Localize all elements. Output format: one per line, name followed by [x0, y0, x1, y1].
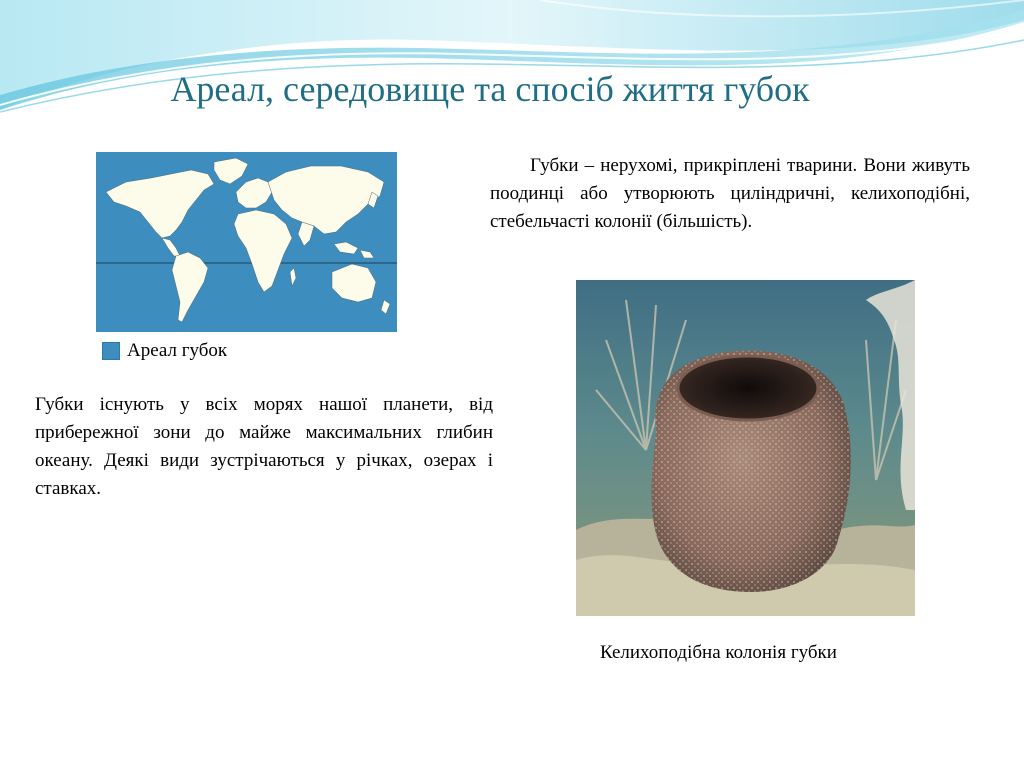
paragraph-lifestyle: Губки – нерухомі, прикріплені тварини. Вони живуть поодинці або утворюють циліндричні, келихоподібні, стебельчасті колонії (більшість).	[490, 155, 970, 232]
photo-caption: Келихоподібна колонія губки	[600, 642, 837, 663]
map-legend	[102, 340, 227, 362]
legend-swatch	[102, 342, 120, 360]
sponge-photo-image	[576, 280, 915, 616]
legend-label: Ареал губок	[127, 340, 228, 361]
world-map-image	[96, 152, 397, 332]
slide-title: Ареал, середовище та спосіб життя губок	[170, 69, 810, 109]
paragraph-habitat: Губки існують у всіх морях нашої планети, від прибережної зони до майже максимальних глибин океану. Деякі види зустрічаються у річках, озерах і ставках.	[35, 394, 493, 499]
header-wave-decoration	[0, 0, 1024, 130]
